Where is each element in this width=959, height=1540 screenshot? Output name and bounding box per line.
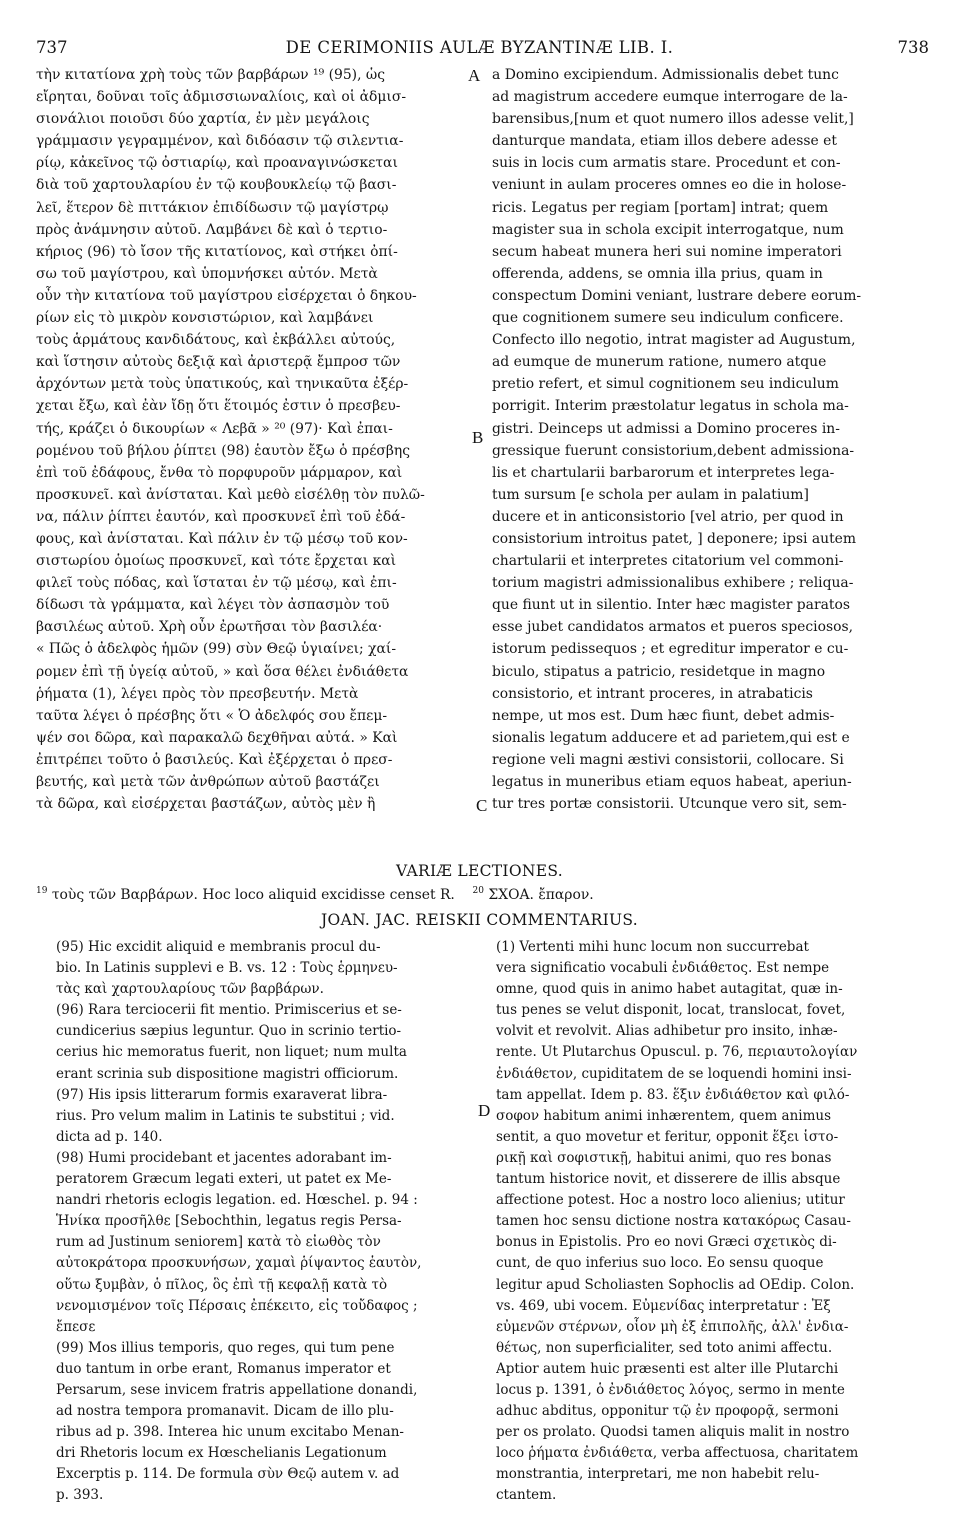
greek-text-line: εἴρηται, δοῦναι τοῖς ἀδμισσιωναλίοις, καὶ οἱ ἀδμισ- bbox=[36, 89, 407, 106]
commentary-line: Aptior autem huic præsenti est alter ille Plutarchi bbox=[496, 1360, 839, 1377]
commentary-line: ἐνδιάθετον, cupiditatem de se loquendi homini insi- bbox=[496, 1065, 852, 1082]
commentary-line: ad nostra tempora promanavit. Dicam de illo plu- bbox=[56, 1403, 394, 1420]
latin-text-line: tum sursum [e schola per aulam in palatium] bbox=[492, 486, 809, 503]
greek-text-line: καὶ ἵστησιν αὐτοὺς δεξιᾷ καὶ ἀριστερᾷ ἔμπροσ τῶν bbox=[36, 354, 401, 371]
commentary-line: dicta ad p. 140. bbox=[56, 1128, 163, 1145]
commentary-line: rente. Ut Plutarchus Opuscul. p. 76, περιαυτολογίαν bbox=[496, 1044, 858, 1061]
greek-text-line: προσκυνεῖ. καὶ ἀνίσταται. Καὶ μεθὸ εἰσέλθῃ τὸν πυλῶ- bbox=[36, 486, 425, 503]
latin-text-line: lis et chartularii barbarorum et interpretes lega- bbox=[492, 464, 835, 481]
margin-letter-d: D bbox=[478, 1101, 491, 1120]
variae-lectiones-heading: VARIÆ LECTIONES. bbox=[396, 862, 563, 880]
commentary-line: dri Rhetoris locum ex Hœschelianis Legationum bbox=[56, 1445, 387, 1462]
commentary-line: ctantem. bbox=[496, 1487, 557, 1504]
greek-text-line: ἐπὶ τοῦ ἐδάφους, ἔνθα τὸ πορφυροῦν μάρμαρον, καὶ bbox=[36, 464, 403, 481]
latin-text-column bbox=[492, 64, 932, 815]
latin-text-line: esse jubet candidatos armatos et pueros speciosos, bbox=[492, 619, 854, 636]
commentary-line: legitur apud Scholiasten Sophoclis ad OEdip. Colon. bbox=[496, 1276, 855, 1293]
commentary-line: Ἡνίκα προσῆλθε [Sebochthin, legatus regis Persa- bbox=[56, 1213, 402, 1230]
note-19-text: τοὺς τῶν Βαρβάρων. Hoc loco aliquid excidisse censet R. bbox=[51, 887, 455, 903]
commentary-line: θέτως, non superficialiter, sed toto animi affectu. bbox=[496, 1339, 833, 1356]
commentary-line: nandri rhetoris eclogis legation. ed. Hœschel. p. 94 : bbox=[56, 1192, 418, 1209]
commentary-line: tantum historice novit, et disserere de illis absque bbox=[496, 1171, 841, 1188]
running-title: DE CERIMONIIS AULÆ BYZANTINÆ LIB. I. bbox=[285, 38, 674, 57]
commentary-line: omne, quod quis in animo habet autagitat, quæ in- bbox=[496, 981, 843, 998]
note-20-number: 20 bbox=[472, 886, 484, 896]
greek-text-line: γράμμασιν γεγραμμένον, καὶ διδόασιν τῷ σιλεντια- bbox=[36, 133, 404, 150]
commentary-line: ρικῇ καὶ σοφιστικῇ, habitui animi, quo res bonas bbox=[496, 1149, 832, 1166]
commentary-line: (97) His ipsis litterarum formis exaraverat libra- bbox=[56, 1086, 388, 1103]
greek-text-line: βευτής, καὶ μετὰ τῶν ἀνθρώπων αὐτοῦ βαστάζει bbox=[36, 774, 380, 790]
latin-text-line: a Domino excipiendum. Admissionalis debet tunc bbox=[492, 67, 839, 83]
commentary-line: Excerptis p. 114. De formula σὺν Θεῷ autem v. ad bbox=[56, 1466, 400, 1483]
latin-text-line: consistorium introitus patet, ] deponere; ipsi autem bbox=[492, 530, 857, 547]
greek-text-line: να, πάλιν ῥίπτει ἑαυτόν, καὶ προσκυνεῖ ἐπὶ τοῦ ἐδά- bbox=[36, 508, 406, 525]
commentary-line: loco ῥήματα ἐνδιάθετα, verba affectuosa, charitatem bbox=[496, 1445, 859, 1462]
commentary-line: ribus ad p. 398. Interea hic unum excitabo Menan- bbox=[56, 1424, 404, 1441]
latin-text-line: legatus in muneribus etiam equos habeat, aperiun- bbox=[492, 774, 852, 790]
margin-letter-b: B bbox=[472, 428, 484, 447]
latin-text-line: nempe, ut mos est. Dum hæc fiunt, debet admis- bbox=[492, 707, 835, 724]
greek-text-line: βασιλέως αὐτοῦ. Χρὴ οὖν ἐρωτῆσαι τὸν βασιλέα· bbox=[36, 619, 383, 636]
commentary-line: locus p. 1391, ὁ ἐνδιάθετος λόγος, sermo in mente bbox=[496, 1381, 845, 1398]
greek-text-line: τὴν κιτατίονα χρὴ τοὺς τῶν βαρβάρων ¹⁹ (95), ὡς bbox=[36, 67, 386, 83]
commentary-line: adhuc abditus, opponitur τῷ ἐν προφορᾷ, sermoni bbox=[496, 1403, 839, 1420]
latin-text-line: sionalis legatum adducere et ad parietem,qui est e bbox=[492, 729, 850, 746]
commentary-right-column bbox=[496, 937, 936, 1507]
commentary-line: vs. 469, ubi vocem. Εὐμενίδας interpretatur : Ἐξ bbox=[496, 1297, 831, 1314]
page-number-right: 738 bbox=[897, 38, 929, 57]
commentary-line: rius. Pro velum malim in Latinis te substitui ; vid. bbox=[56, 1107, 395, 1124]
latin-text-line: secum habeat munera heri sui nomine imperatori bbox=[492, 243, 842, 260]
greek-text-line: ψέν σοι δῶρα, καὶ παρακαλῶ δεχθῆναι αὐτά. » Καὶ bbox=[36, 729, 398, 746]
commentary-line: tamen hoc sensu dictione nostra κατακόρως Casau- bbox=[496, 1213, 851, 1230]
latin-text-line: magister sua in schola excipit interrogatque, num bbox=[492, 221, 844, 238]
commentary-line: tus penes se velut disponit, locat, translocat, fovet, bbox=[496, 1002, 846, 1019]
latin-text-line: Confecto illo negotio, intrat magister ad Augustum, bbox=[492, 332, 856, 349]
latin-text-line: regione veli magni æstivi consistorii, collocare. Si bbox=[492, 751, 844, 768]
latin-text-line: torium magistri admissionalibus exhibere ; reliqua- bbox=[492, 575, 854, 592]
commentary-line: duo tantum in orbe erant, Romanus imperator et bbox=[56, 1360, 391, 1377]
commentary-line: rum ad Justinum seniorem] κατὰ τὸ εἰωθὸς τὸν bbox=[56, 1234, 381, 1251]
latin-text-line: chartularii et interpretes citatorium vel commoni- bbox=[492, 553, 844, 570]
latin-text-line: offerenda, addens, se omnia illa prius, quam in bbox=[492, 265, 823, 282]
greek-text-line: « Πῶς ὁ ἀδελφὸς ἡμῶν (99) σὺν Θεῷ ὑγιαίνει; χαί- bbox=[36, 641, 397, 658]
latin-text-line: que fiunt ut in silentio. Inter hæc magister paratos bbox=[492, 597, 850, 614]
commentary-line: bio. In Latinis supplevi e B. vs. 12 : Τοὺς ἑρμηνευ- bbox=[56, 960, 398, 977]
greek-text-line: δίδωσι τὰ γράμματα, καὶ λέγει τὸν ἀσπασμὸν τοῦ bbox=[36, 597, 390, 614]
latin-text-line: ducere et in anticonsistorio [vel atrio, per quod in bbox=[492, 508, 844, 525]
latin-text-line: suis in locis cum armatis stare. Procedunt et con- bbox=[492, 155, 841, 172]
greek-text-line: ρίων εἰς τὸ μικρὸν κονσιστώριον, καὶ λαμβάνει bbox=[36, 310, 374, 327]
latin-text-line: conspectum Domini veniant, lustrare debere eorum- bbox=[492, 287, 862, 304]
commentary-line: bonus in Epistolis. Pro eo novi Græci σχετικὸς di- bbox=[496, 1234, 837, 1251]
greek-text-column bbox=[36, 64, 486, 815]
greek-text-line: διὰ τοῦ χαρτουλαρίου ἐν τῷ κουβουκλείῳ τῷ βασι- bbox=[36, 177, 397, 194]
commentary-line: monstrantia, interpretari, me non habebit relu- bbox=[496, 1466, 820, 1483]
commentary-line: cundicerius sæpius leguntur. Quo in scrinio tertio- bbox=[56, 1023, 402, 1040]
commentary-line: Persarum, sese invicem fratris appellatione donandi, bbox=[56, 1381, 418, 1398]
latin-text-line: ad magistrum accedere eumque interrogare de la- bbox=[492, 89, 848, 106]
greek-text-line: χεται ἔξω, καὶ ἐὰν ἴδῃ ὅτι ἕτοιμός ἐστιν ὁ πρεσβευ- bbox=[36, 398, 401, 415]
latin-text-line: porrigit. Interim præstolatur legatus in schola ma- bbox=[492, 398, 849, 415]
commentary-line: peratorem Græcum legati exteri, ut patet ex Me- bbox=[56, 1171, 392, 1188]
note-20-text: ΣΧΟΑ. ἔπαρον. bbox=[488, 887, 594, 903]
commentary-line: vera significatio vocabuli ἐνδιάθετος. Est nempe bbox=[496, 960, 830, 977]
greek-text-line: φιλεῖ τοὺς πόδας, καὶ ἵσταται ἐν τῷ μέσῳ, καὶ ἐπι- bbox=[36, 575, 397, 592]
commentary-line: (95) Hic excidit aliquid e membranis procul du- bbox=[56, 939, 381, 955]
commentary-line: (96) Rara terciocerii fit mentio. Primiscerius et se- bbox=[56, 1002, 402, 1019]
commentary-line: cerius hic memoratus fuerit, non liquet; num multa bbox=[56, 1044, 407, 1061]
greek-text-line: λεῖ, ἕτερον δὲ πιττάκιον ἐπιδίδωσιν τῷ μαγίστρῳ bbox=[36, 199, 389, 216]
greek-text-line: κήριος (96) τὸ ἴσον τῆς κιτατίονος, καὶ στήκει ὀπί- bbox=[36, 243, 398, 260]
commentary-line: p. 393. bbox=[56, 1487, 104, 1504]
greek-text-line: πρὸς ἀνάμνησιν αὐτοῦ. Λαμβάνει δὲ καὶ ὁ τερτιο- bbox=[36, 221, 388, 238]
greek-text-line: ρομεν ἐπὶ τῇ ὑγείᾳ αὐτοῦ, » καὶ ὅσα θέλει ἐνδιάθετα bbox=[36, 663, 409, 680]
latin-text-line: barensibus,[num et quot numero illos adesse velit,] bbox=[492, 111, 854, 128]
latin-text-line: pretio refert, et simul cognitionem seu indiculum bbox=[492, 376, 839, 393]
latin-text-line: istorum pedissequos ; et egreditur imperator e cu- bbox=[492, 641, 849, 658]
latin-text-line: tur tres portæ consistorii. Utcunque vero sit, sem- bbox=[492, 796, 847, 813]
latin-text-line: consistorio, et intrant proceres, in atrabaticis bbox=[492, 685, 813, 702]
greek-text-line: ρίῳ, κἀκεῖνος τῷ ὀστιαρίῳ, καὶ προαναγινώσκεται bbox=[36, 155, 398, 172]
commentary-line: σοφον habitum animi inhærentem, quem animus bbox=[496, 1107, 832, 1124]
commentary-left-column bbox=[56, 937, 476, 1507]
page-number-left: 737 bbox=[36, 38, 68, 57]
commentary-line: οὕτω ξυμβὰν, ὁ πῖλος, ὃς ἐπὶ τῇ κεφαλῇ κατὰ τὸ bbox=[56, 1276, 388, 1293]
greek-text-line: ῥήματα (1), λέγει πρὸς τὸν πρεσβευτήν. Μετὰ bbox=[36, 685, 359, 702]
latin-text-line: gressique fuerunt consistorium,debent admissiona- bbox=[492, 442, 855, 459]
latin-text-line: ricis. Legatus per regiam [portam] intrat; quem bbox=[492, 199, 829, 216]
margin-letter-c: C bbox=[476, 796, 488, 815]
latin-text-line: que cognitionem sumere seu indiculum conficere. bbox=[492, 310, 844, 327]
commentary-line: νενομισμένον τοῖς Πέρσαις ἐπέκειτο, εἰς τοὔδαφος ; bbox=[56, 1297, 418, 1314]
commentary-line: (98) Humi procidebant et jacentes adorabant im- bbox=[56, 1149, 392, 1166]
commentary-line: (99) Mos illius temporis, quo reges, qui tum pene bbox=[56, 1339, 395, 1356]
commentary-line: ἔπεσε bbox=[56, 1318, 96, 1335]
greek-text-line: σω τοῦ μαγίστρου, καὶ ὑπομνήσκει αὐτόν. Μετὰ bbox=[36, 265, 378, 282]
greek-text-line: σιστωρίου ὁμοίως προσκυνεῖ, καὶ τότε ἔρχεται καὶ bbox=[36, 553, 397, 570]
greek-text-line: τὰ δῶρα, καὶ εἰσέρχεται βαστάζων, αὐτὸς μὲν ἢ bbox=[36, 796, 376, 813]
commentary-line: cunt, de quo inferius suo loco. Eo sensu quoque bbox=[496, 1255, 824, 1272]
latin-text-line: veniunt in aulam proceres omnes eo die in holose- bbox=[492, 177, 847, 194]
commentary-line: sentit, a quo movetur et feritur, opponit ἕξει ἱστο- bbox=[496, 1128, 839, 1145]
greek-text-line: ρομένου τοῦ βήλου ῥίπτει (98) ἑαυτὸν ἔξω ὁ πρέσβης bbox=[36, 442, 411, 459]
commentary-line: εὐμενῶν στέρνων, οἷον μὴ ἐξ ἐπιπολῆς, ἀλλ' ἐνδια- bbox=[496, 1318, 849, 1335]
latin-text-line: gistri. Deinceps ut admissi a Domino proceres in- bbox=[492, 420, 840, 437]
commentary-line: affectione potest. Hoc a nostro loco alienius; utitur bbox=[496, 1192, 845, 1209]
latin-text-line: ad eumque de munerum ratione, numero atque bbox=[492, 354, 827, 371]
margin-letter-a: A bbox=[468, 66, 481, 85]
greek-text-line: φους, καὶ ἀνίσταται. Καὶ πάλιν ἐν τῷ μέσῳ τοῦ κον- bbox=[36, 530, 408, 547]
note-19-number: 19 bbox=[36, 886, 48, 896]
greek-text-line: οὖν τὴν κιτατίονα τοῦ μαγίστρου εἰσέρχεται ὁ δηκου- bbox=[36, 287, 417, 304]
commentarius-heading: JOAN. JAC. REISKII COMMENTARIUS. bbox=[321, 911, 638, 929]
variae-lectiones-notes bbox=[36, 884, 936, 906]
greek-text-line: ταῦτα λέγει ὁ πρέσβης ὅτι « Ὁ ἀδελφός σου ἔπεμ- bbox=[36, 707, 388, 724]
greek-text-line: σιονάλιοι ποιοῦσι δύο χαρτία, ἐν μὲν μεγάλοις bbox=[36, 111, 370, 128]
commentary-line: τὰς καὶ χαρτουλαρίους τῶν βαρβάρων. bbox=[56, 981, 324, 998]
greek-text-line: τοὺς ἁρμάτους κανδιδάτους, καὶ ἐκβάλλει αὐτούς, bbox=[36, 332, 396, 349]
greek-text-line: τής, κράζει ὁ δικουρίων « Λεβᾶ » ²⁰ (97)· Καὶ ἐπαι- bbox=[36, 420, 393, 437]
latin-text-line: danturque mandata, etiam illos debere adesse et bbox=[492, 133, 837, 150]
commentary-line: per os prolato. Quodsi tamen aliquis malit in nostro bbox=[496, 1424, 850, 1441]
commentary-line: tam appellat. Idem p. 83. ἕξιν ἐνδιάθετον καὶ φιλό- bbox=[496, 1086, 850, 1103]
greek-text-line: ἀρχόντων μετὰ τοὺς ὑπατικούς, καὶ τηνικαῦτα ἐξέρ- bbox=[36, 376, 409, 393]
commentary-line: (1) Vertenti mihi hunc locum non succurrebat bbox=[496, 939, 809, 955]
greek-text-line: ἐπιτρέπει τοῦτο ὁ βασιλεύς. Καὶ ἐξέρχεται ὁ πρεσ- bbox=[36, 751, 393, 768]
commentary-line: volvit et revolvit. Alias adhibetur pro insito, inhæ- bbox=[496, 1023, 838, 1040]
commentary-line: αὐτοκράτορα προσκυνήσων, χαμαὶ ῥίψαντος ἑαυτὸν, bbox=[56, 1255, 422, 1272]
latin-text-line: biculo, stipatus a patricio, residetque in magno bbox=[492, 663, 826, 680]
commentary-line: erant scrinia sub dispositione magistri officiorum. bbox=[56, 1065, 399, 1082]
